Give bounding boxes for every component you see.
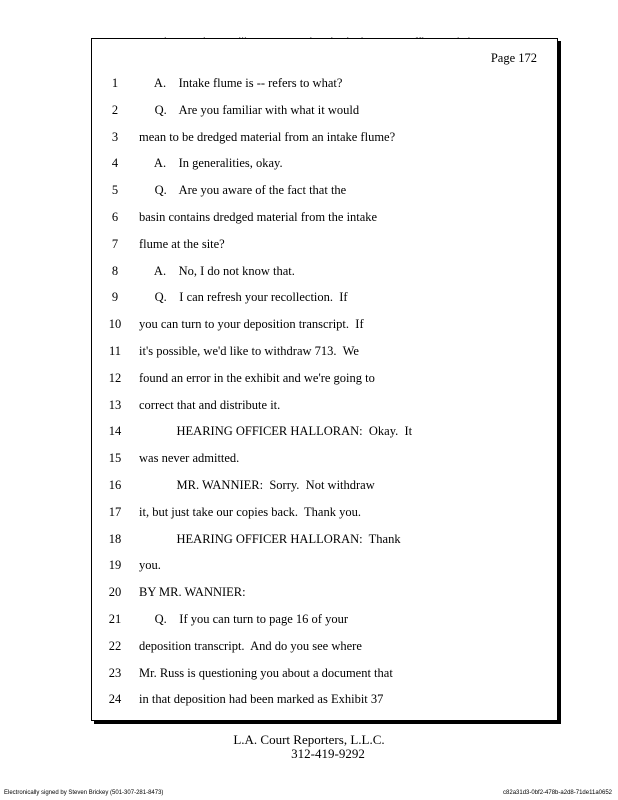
line-number: 9 [111,290,119,305]
line-text: found an error in the exhibit and we're going to [139,370,375,385]
line-text: it's possible, we'd like to withdraw 713. We [139,344,359,358]
line-number: 1 [111,76,119,90]
transcript-page [91,38,558,721]
signature-left: Electronically signed by Steven Brickey (501-307-281-8473) [4,790,164,796]
line-number: 19 [108,558,122,573]
line-number: 2 [111,102,119,117]
signature-right: c82a31d3-0bf2-478b-a2d8-71de11a0652 [503,790,612,796]
line-text: flume at the site? [139,236,225,251]
line-text: HEARING OFFICER HALLORAN: Okay. It [139,424,413,439]
court-reporter-name: L.A. Court Reporters, L.L.C. [233,732,385,747]
line-number: 12 [108,370,122,385]
court-reporter-phone: 312-419-9292 [291,746,365,761]
line-number: 16 [108,478,122,492]
line-number: 15 [108,451,122,466]
footer [0,733,618,761]
line-text: Q. Are you aware of the fact that the [139,183,347,198]
line-number: 18 [108,531,122,546]
line-text: MR. WANNIER: Sorry. Not withdraw [139,478,375,492]
line-text: A. Intake flume is -- refers to what? [139,76,343,90]
line-number: 5 [111,183,119,198]
line-text: basin contains dredged material from the intake [139,210,378,224]
line-number: 3 [111,129,119,144]
line-number: 6 [111,210,119,224]
line-text: Q. I can refresh your recollection. If [139,290,348,305]
line-text: correct that and distribute it. [139,397,281,412]
line-text: A. No, I do not know that. [139,263,295,278]
line-number: 10 [108,317,122,332]
line-number: 24 [108,692,122,707]
line-number: 21 [108,612,122,626]
line-number: 22 [108,638,122,653]
line-number: 8 [111,263,119,278]
line-text: HEARING OFFICER HALLORAN: Thank [139,531,401,546]
line-text: was never admitted. [139,451,240,466]
line-text: A. In generalities, okay. [139,156,283,171]
line-text: Q. If you can turn to page 16 of your [139,612,348,626]
page-number: Page 172 [490,51,537,65]
line-number: 20 [108,585,122,600]
line-number: 7 [111,236,119,251]
line-number: 4 [111,156,119,171]
line-text: Q. Are you familiar with what it would [139,102,360,117]
line-text: you can turn to your deposition transcript. If [139,317,364,332]
line-number: 13 [108,397,122,412]
line-text: in that deposition had been marked as Exhibit 37 [139,692,384,707]
line-number: 11 [108,344,122,358]
line-text: you. [139,558,161,573]
line-text: mean to be dredged material from an intake flume? [139,129,396,144]
line-number: 23 [108,665,122,680]
line-number: 17 [108,504,122,519]
line-text: BY MR. WANNIER: [139,585,246,600]
line-number: 14 [108,424,122,439]
line-text: it, but just take our copies back. Thank you. [139,504,361,519]
line-text: deposition transcript. And do you see where [139,638,362,653]
line-text: Mr. Russ is questioning you about a document that [139,665,393,680]
